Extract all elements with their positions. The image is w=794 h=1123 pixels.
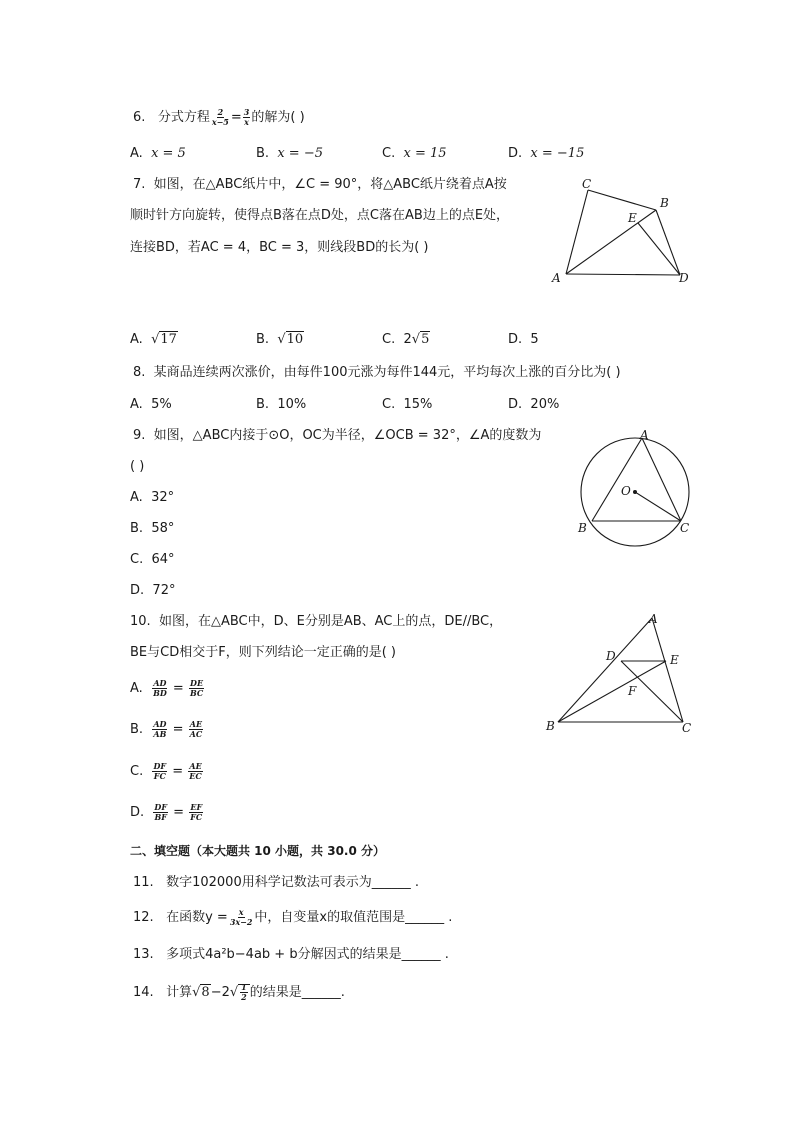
q10-label-c: C — [682, 721, 692, 735]
q7-label-b: B — [660, 196, 669, 210]
q9-option-a[interactable]: A. 32° — [130, 490, 175, 505]
q10-option-c[interactable]: C. $\frac{DF}{FC}$ = $\frac{AE}{EC}$ — [130, 761, 202, 781]
q9-stem-line2: ( ) — [130, 459, 145, 474]
q8-option-a[interactable]: A. 5% — [130, 397, 172, 412]
q9-option-d[interactable]: D. 72° — [130, 583, 176, 598]
q6-option-c[interactable]: C. x = 15 — [382, 146, 447, 161]
q9-label-a: A — [640, 428, 649, 442]
q10-option-b[interactable]: B. $\frac{AD}{AB}$ = $\frac{AE}{AC}$ — [130, 719, 203, 739]
q7-segment-ed — [638, 223, 680, 275]
q9-label-b: B — [578, 521, 587, 535]
q6-option-b[interactable]: B. x = −5 — [256, 146, 323, 161]
q9-figure — [572, 426, 702, 551]
q7-segment-ad — [566, 274, 680, 275]
q9-segment-ab — [592, 438, 642, 521]
q10-label-b: B — [546, 719, 555, 733]
q7-segment-bd — [656, 210, 680, 275]
q7-segment-ac — [566, 190, 588, 274]
q13-number: 13. — [133, 947, 154, 962]
q8-option-b[interactable]: B. 10% — [256, 397, 307, 412]
q7-label-a: A — [552, 271, 561, 285]
q6-fraction-2: $\frac{3}{x}$ — [243, 107, 250, 127]
q8-option-c[interactable]: C. 15% — [382, 397, 433, 412]
q10-option-a[interactable]: A. $\frac{AD}{BD}$ = $\frac{DE}{BC}$ — [130, 678, 204, 698]
q11-number: 11. — [133, 875, 154, 890]
q9-stem-line1: 9. 如图，△ABC内接于⊙O，OC为半径，∠OCB = 32°，∠A的度数为 — [133, 428, 542, 443]
q8-option-d[interactable]: D. 20% — [508, 397, 560, 412]
q13-stem: 13. 多项式4a²b−4ab + b分解因式的结果是______ . — [133, 947, 449, 962]
q10-segment-ab — [558, 618, 652, 722]
q10-label-f: F — [628, 684, 637, 698]
q14-number: 14. — [133, 985, 154, 1000]
q12-stem: 12. 在函数y = $\frac{x}{3x-2}$ 中，自变量x的取值范围是______ . — [133, 907, 453, 927]
q7-segment-cb — [588, 190, 656, 210]
q12-fraction: $\frac{x}{3x-2}$ — [229, 907, 253, 927]
q10-number: 10. — [130, 614, 151, 629]
q7-stem-line2: 顺时针方向旋转，使得点B落在点D处，点C落在AB边上的点E处， — [130, 208, 510, 223]
q7-option-a[interactable]: A. √17 — [130, 332, 177, 347]
q6-option-a[interactable]: A. x = 5 — [130, 146, 186, 161]
q10-stem-line1: 10. 如图，在△ABC中，D、E分别是AB、AC上的点，DE//BC， — [130, 614, 503, 629]
q10-label-a: A — [649, 612, 658, 626]
q7-segment-ab — [566, 210, 656, 274]
q7-label-e: E — [628, 211, 637, 225]
q8-number: 8. — [133, 365, 146, 380]
q9-center-point — [633, 490, 637, 494]
q6-fraction-1: $\frac{2}{x-5}$ — [211, 107, 229, 127]
q11-stem: 11. 数字102000用科学记数法可表示为______ . — [133, 875, 419, 890]
q8-stem: 8. 某商品连续两次涨价，由每件100元涨为每件144元，平均每次上涨的百分比为( ) — [133, 365, 621, 380]
q9-option-b[interactable]: B. 58° — [130, 521, 175, 536]
q9-label-o: O — [621, 484, 631, 498]
q9-label-c: C — [680, 521, 690, 535]
q7-stem-line3: 连接BD，若AC = 4，BC = 3，则线段BD的长为( ) — [130, 240, 429, 255]
q7-stem-line1: 7. 如图，在△ABC纸片中，∠C = 90°，将△ABC纸片绕着点A按 — [133, 177, 507, 192]
q9-number: 9. — [133, 428, 146, 443]
q10-label-d: D — [606, 649, 616, 663]
q12-number: 12. — [133, 910, 154, 925]
q9-option-c[interactable]: C. 64° — [130, 552, 175, 567]
q10-stem-line2: BE与CD相交于F，则下列结论一定正确的是( ) — [130, 645, 396, 660]
section-2-heading: 二、填空题（本大题共 10 小题，共 30.0 分） — [130, 844, 386, 858]
q7-option-d[interactable]: D. 5 — [508, 332, 539, 347]
q7-label-c: C — [582, 177, 592, 191]
q6-number: 6. — [133, 110, 146, 125]
q10-figure — [540, 608, 700, 738]
q6-option-d[interactable]: D. x = −15 — [508, 146, 585, 161]
q7-number: 7. — [133, 177, 146, 192]
q14-stem: 14. 计算√8−2√ $\frac{1}{2}$ 的结果是______. — [133, 982, 345, 1002]
q7-option-c[interactable]: C. 2√5 — [382, 332, 430, 347]
q10-segment-be — [558, 661, 666, 722]
q10-option-d[interactable]: D. $\frac{DF}{BF}$ = $\frac{EF}{FC}$ — [130, 802, 203, 822]
q10-label-e: E — [670, 653, 679, 667]
q6-stem: 6. 分式方程 $\frac{2}{x-5}$ = $\frac{3}{x}$ 的解为( ) — [133, 107, 305, 127]
q7-label-d: D — [679, 271, 689, 285]
q7-figure — [548, 176, 698, 296]
q7-option-b[interactable]: B. √10 — [256, 332, 304, 347]
q14-fraction: $\frac{1}{2}$ — [241, 982, 247, 1002]
